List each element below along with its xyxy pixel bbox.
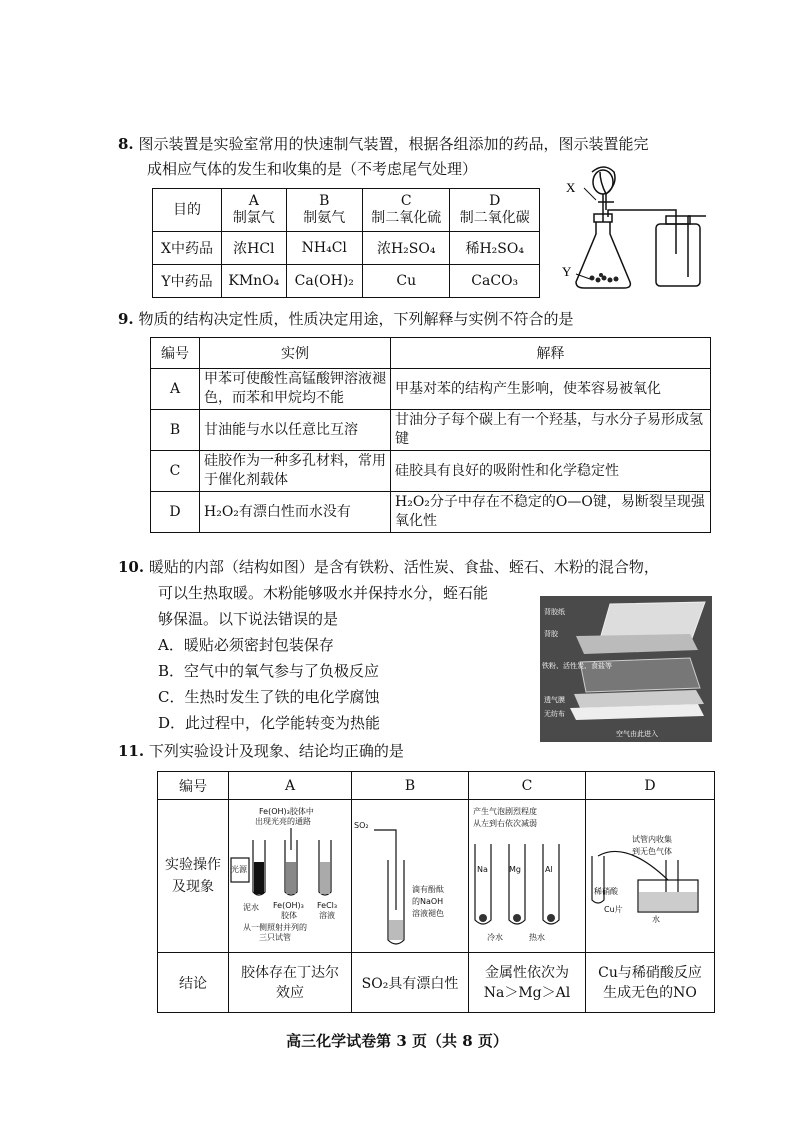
table-cell: 硅胶作为一种多孔材料，常用于催化剂载体 (200, 451, 391, 492)
svg-text:滴有酚酞: 滴有酚酞 (412, 885, 444, 894)
table-row (153, 232, 540, 265)
a-top-text: Fe(OH)₃胶体中 (259, 807, 314, 816)
table-cell: A 制氯气 (222, 189, 287, 232)
q8-stem-line1: 图示装置是实验室常用的快速制气装置，根据各组添加的药品，图示装置能完 (138, 135, 649, 153)
table-row (158, 953, 715, 1013)
table-cell: 浓HCl (222, 232, 287, 265)
svg-text:的NaOH: 的NaOH (412, 897, 444, 906)
table-cell (469, 800, 586, 953)
q8-number: 8. (118, 135, 134, 153)
a-light-label: 光源 (231, 865, 247, 874)
q10-option-b: B．空气中的氧气参与了负极反应 (158, 662, 380, 680)
table-cell: D (586, 772, 715, 800)
svg-text:从左到右依次减弱: 从左到右依次减弱 (473, 819, 537, 828)
svg-text:Na: Na (477, 865, 488, 874)
svg-text:Fe(OH)₃: Fe(OH)₃ (273, 901, 304, 910)
table-cell: A (229, 772, 352, 800)
table-row (151, 369, 711, 410)
b-gas-label: SO₂ (354, 821, 369, 830)
table-cell: NH₄Cl (286, 232, 362, 265)
q8-table (152, 188, 540, 298)
label-adhesive: 背胶 (544, 630, 558, 638)
table-cell: SO₂具有漂白性 (352, 953, 469, 1013)
table-cell: 甲基对苯的结构产生影响，使苯容易被氧化 (391, 369, 711, 410)
experiment-c-figure (469, 800, 585, 948)
table-row (151, 492, 711, 533)
q10-number: 10. (118, 558, 145, 576)
table-cell: Y中药品 (153, 265, 222, 298)
q9-table (150, 337, 711, 533)
table-cell: B (151, 410, 200, 451)
q10-stem-line1: 暖贴的内部（结构如图）是含有铁粉、活性炭、食盐、蛭石、木粉的混合物， (148, 558, 659, 576)
experiment-a-figure (229, 800, 351, 948)
table-cell: 金属性依次为 Na＞Mg＞Al (469, 953, 586, 1013)
table-cell: C (469, 772, 586, 800)
table-cell: 甘油能与水以任意比互溶 (200, 410, 391, 451)
table-cell: A (151, 369, 200, 410)
label-iron-mixture: 铁粉、活性炭、食盐等 (542, 662, 612, 670)
gas-apparatus-figure (556, 162, 726, 297)
table-cell: H₂O₂有漂白性而水没有 (200, 492, 391, 533)
q10-stem-line2: 可以生热取暖。木粉能够吸水并保持水分，蛭石能 (158, 584, 489, 602)
q11-number: 11. (118, 742, 145, 760)
table-cell: C 制二氧化硫 (362, 189, 449, 232)
table-cell: 甲苯可使酸性高锰酸钾溶液褪色，而苯和甲烷均不能 (200, 369, 391, 410)
q9-number: 9. (118, 310, 134, 328)
label-backing-paper: 背胶纸 (544, 608, 565, 616)
svg-text:Mg: Mg (509, 865, 521, 874)
table-cell: 硅胶具有良好的吸附性和化学稳定性 (391, 451, 711, 492)
table-cell: B 制氨气 (286, 189, 362, 232)
q11-table (157, 771, 715, 1013)
table-cell: H₂O₂分子中存在不稳定的O—O键，易断裂呈现强氧化性 (391, 492, 711, 533)
label-nonwoven: 无纺布 (544, 710, 565, 718)
svg-text:热水: 热水 (529, 933, 545, 942)
svg-text:泥水: 泥水 (243, 903, 259, 912)
table-row (158, 772, 715, 800)
svg-text:从一侧照射并列的: 从一侧照射并列的 (243, 923, 307, 932)
label-breathable-film: 透气膜 (544, 696, 565, 704)
q10-option-d: D．此过程中，化学能转变为热能 (158, 714, 381, 732)
q10-option-a: A．暖贴必须密封包装保存 (158, 636, 334, 654)
table-cell (229, 800, 352, 953)
q11-line (118, 740, 404, 762)
q11-stem: 下列实验设计及现象、结论均正确的是 (148, 742, 404, 760)
table-cell: Ca(OH)₂ (286, 265, 362, 298)
svg-text:胶体: 胶体 (281, 911, 297, 920)
table-row (151, 338, 711, 369)
hand-warmer-photo (540, 596, 712, 742)
q9-stem: 物质的结构决定性质，性质决定用途，下列解释与实例不符合的是 (138, 310, 574, 328)
table-cell: 编号 (158, 772, 229, 800)
svg-text:冷水: 冷水 (487, 933, 503, 942)
label-y: Y (562, 264, 572, 279)
table-cell: 编号 (151, 338, 200, 369)
q10-stem-line3: 够保温。以下说法错误的是 (158, 610, 339, 628)
svg-text:出现光亮的通路: 出现光亮的通路 (255, 817, 311, 826)
table-cell: 实验操作 及现象 (158, 800, 229, 953)
table-cell: 实例 (200, 338, 391, 369)
svg-text:试管内收集: 试管内收集 (632, 835, 672, 844)
label-air-enters: 空气由此进入 (616, 730, 658, 738)
table-cell: 稀H₂SO₄ (450, 232, 540, 265)
table-row (151, 451, 711, 492)
table-row (153, 265, 540, 298)
table-cell: X中药品 (153, 232, 222, 265)
table-cell: 胶体存在丁达尔 效应 (229, 953, 352, 1013)
q10-option-c: C．生热时发生了铁的电化学腐蚀 (158, 688, 380, 706)
table-cell: Cu与稀硝酸反应 生成无色的NO (586, 953, 715, 1013)
q9-line (118, 308, 573, 330)
svg-text:Cu片: Cu片 (604, 905, 623, 914)
q8-stem-line2: 成相应气体的发生和收集的是（不考虑尾气处理） (147, 160, 478, 178)
table-row (158, 800, 715, 953)
label-x: X (566, 180, 576, 195)
table-cell: B (352, 772, 469, 800)
svg-text:稀硝酸: 稀硝酸 (594, 887, 618, 896)
table-cell: 解释 (391, 338, 711, 369)
table-cell: D (151, 492, 200, 533)
q8-line1 (118, 133, 648, 155)
experiment-b-figure (352, 800, 468, 948)
table-cell: C (151, 451, 200, 492)
table-cell: 甘油分子每个碳上有一个羟基，与水分子易形成氢键 (391, 410, 711, 451)
table-cell: KMnO₄ (222, 265, 287, 298)
svg-text:Al: Al (545, 865, 553, 874)
table-cell: 结论 (158, 953, 229, 1013)
svg-text:产生气泡剧烈程度: 产生气泡剧烈程度 (473, 807, 537, 816)
svg-text:水: 水 (652, 915, 660, 924)
page-footer: 高三化学试卷第 3 页（共 8 页） (286, 1032, 508, 1050)
table-cell: D 制二氧化碳 (450, 189, 540, 232)
table-cell (586, 800, 715, 953)
table-row (153, 189, 540, 232)
svg-text:溶液褪色: 溶液褪色 (412, 909, 444, 918)
table-cell: CaCO₃ (450, 265, 540, 298)
svg-text:三只试管: 三只试管 (259, 933, 291, 942)
table-cell: Cu (362, 265, 449, 298)
q10-line1 (118, 556, 659, 578)
svg-text:到无色气体: 到无色气体 (632, 847, 672, 856)
table-cell (352, 800, 469, 953)
svg-text:FeCl₃: FeCl₃ (317, 901, 338, 910)
experiment-d-figure (586, 800, 714, 948)
table-cell: 目的 (153, 189, 222, 232)
table-row (151, 410, 711, 451)
svg-text:溶液: 溶液 (319, 911, 335, 920)
table-cell: 浓H₂SO₄ (362, 232, 449, 265)
